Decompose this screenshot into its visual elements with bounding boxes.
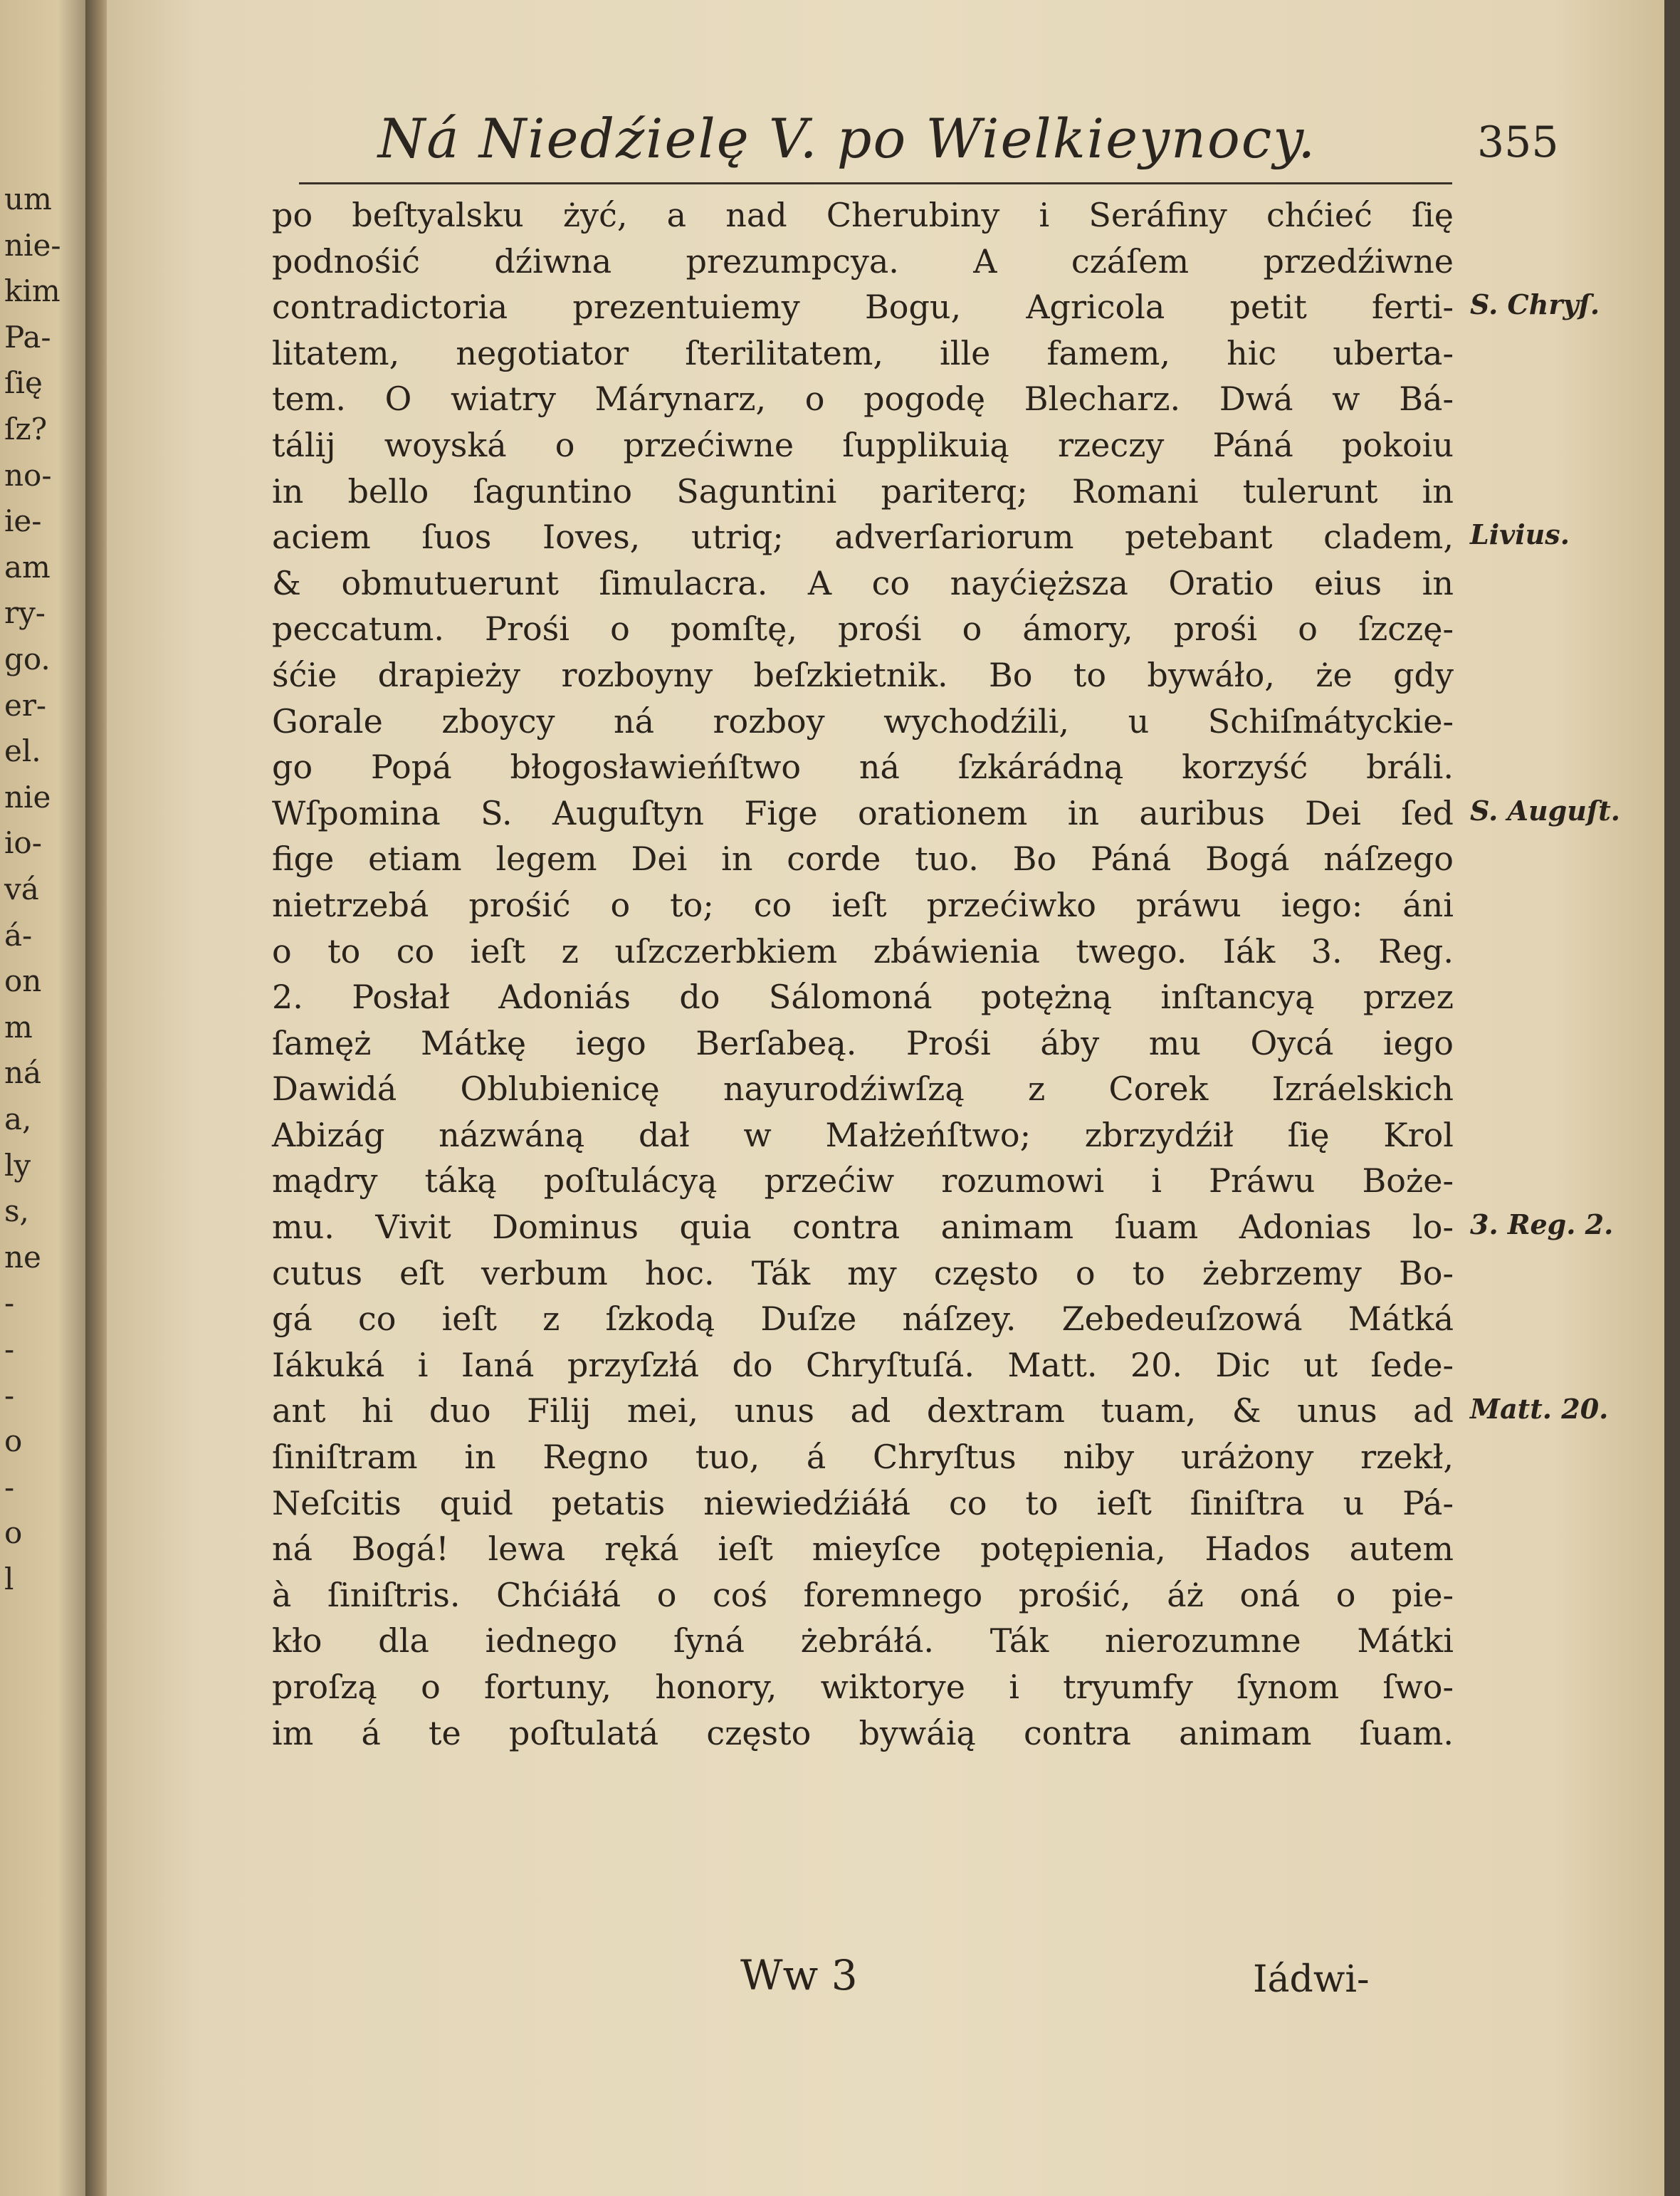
- prev-page-fragment: -: [4, 1469, 15, 1505]
- prev-page-fragment: vá: [4, 872, 39, 906]
- running-head: Ná Niedźielę V. po Wielkieynocy.: [377, 107, 1317, 170]
- text-line: tem. O wiatry Márynarz, o pogodę Blecharz. Dwá w Bá-: [272, 380, 1454, 419]
- text-line: mu. Vivit Dominus quia contra animam ſuam Adonias lo-: [272, 1208, 1454, 1247]
- prev-page-fragment: -: [4, 1285, 15, 1321]
- signature-mark: Ww 3: [740, 1951, 858, 1999]
- prev-page-fragment: m: [4, 1009, 33, 1045]
- text-line: go Popá błogosławieńſtwo ná ſzkárádną korzyść bráli.: [272, 748, 1454, 787]
- scan-border: [1664, 0, 1680, 2196]
- prev-page-fragment: ná: [4, 1055, 42, 1091]
- text-line: Iákuká i Ianá przyſzłá do Chryſtuſá. Matt. 20. Dic ut ſede-: [272, 1345, 1454, 1384]
- prev-page-fragment: io-: [4, 825, 42, 861]
- prev-page-fragment: o: [4, 1423, 23, 1459]
- prev-page-fragment: ne: [4, 1239, 41, 1275]
- text-line: o to co ieſt z uſzczerbkiem zbáwienia twego. Iák 3. Reg.: [272, 931, 1454, 971]
- text-line: ſamęż Mátkę iego Berſabeą. Prośi áby mu Oycá iego: [272, 1023, 1454, 1062]
- prev-page-fragment: kim: [4, 273, 61, 309]
- prev-page-fragment: am: [4, 549, 51, 585]
- text-line: in bello ſaguntino Saguntini pariterq; Romani tulerunt in: [272, 471, 1454, 511]
- prev-page-fragment: -: [4, 1377, 15, 1413]
- previous-page-edge: [0, 0, 96, 2196]
- prev-page-fragment: -: [4, 1332, 15, 1366]
- margin-note: Matt. 20.: [1470, 1392, 1609, 1425]
- prev-page-fragment: ſię: [4, 365, 43, 401]
- prev-page-fragment: on: [4, 963, 42, 999]
- text-line: peccatum. Prośi o pomſtę, prośi o ámory, prośi o ſzczę-: [272, 610, 1454, 649]
- margin-note: Livius.: [1470, 518, 1570, 551]
- header-rule: [299, 182, 1452, 184]
- text-line: litatem, negotiator ſterilitatem, ille famem, hic uberta-: [272, 333, 1454, 372]
- prev-page-fragment: um: [4, 182, 52, 216]
- text-block: [272, 192, 1454, 1756]
- text-line: 2. Posłał Adoniás do Sálomoná potężną inſtancyą przez: [272, 978, 1454, 1017]
- text-line: Neſcitis quid petatis niewiedźiáłá co to ieſt ſiniſtra u Pá-: [272, 1483, 1454, 1522]
- prev-page-fragment: l: [4, 1562, 14, 1596]
- book-page: [107, 0, 1680, 2196]
- text-line: Gorale zboycy ná rozboy wychodźili, u Schiſmátyckie-: [272, 701, 1454, 741]
- text-line: mądry táką poſtulácyą przećiw rozumowi i Práwu Boże-: [272, 1161, 1454, 1201]
- text-line: Dawidá Oblubienicę nayurodźiwſzą z Corek Izráelskich: [272, 1070, 1454, 1109]
- prev-page-fragment: ſz?: [4, 412, 48, 446]
- prev-page-fragment: Pa-: [4, 319, 51, 355]
- prev-page-fragment: er-: [4, 687, 47, 723]
- prev-page-fragment: a,: [4, 1102, 32, 1136]
- text-line: gá co ieſt z ſzkodą Duſze náſzey. Zebedeuſzowá Mátká: [272, 1300, 1454, 1339]
- text-line: fige etiam legem Dei in corde tuo. Bo Páná Bogá náſzego: [272, 840, 1454, 879]
- text-line: Wſpomina S. Auguſtyn Fige orationem in auribus Dei ſed: [272, 793, 1454, 832]
- text-line: à ſiniſtris. Chćiáłá o coś foremnego prośić, áż oná o pie-: [272, 1575, 1454, 1614]
- text-line: ná Bogá! lewa ręká ieſt mieyſce potępienia, Hados autem: [272, 1530, 1454, 1569]
- prev-page-fragment: á-: [4, 917, 33, 953]
- text-line: po beſtyalsku żyć, a nad Cherubiny i Seráfiny chćieć ſię: [272, 196, 1454, 234]
- page-number: 355: [1477, 117, 1559, 167]
- prev-page-fragment: go.: [4, 642, 51, 676]
- prev-page-fragment: ry-: [4, 595, 46, 631]
- prev-page-fragment: ie-: [4, 503, 42, 539]
- prev-page-fragment: o: [4, 1515, 23, 1551]
- catchword: Iádwi-: [1253, 1958, 1370, 2001]
- prev-page-fragment: nie-: [4, 227, 61, 263]
- text-line: contradictoria prezentuiemy Bogu, Agricola petit ferti-: [272, 288, 1454, 327]
- text-line: ant hi duo Filij mei, unus ad dextram tuam, & unus ad: [272, 1391, 1454, 1431]
- text-line: cutus eſt verbum hoc. Ták my często o to żebrzemy Bo-: [272, 1253, 1454, 1292]
- text-line: ſiniſtram in Regno tuo, á Chryſtus niby uráżony rzekł,: [272, 1438, 1454, 1477]
- margin-note: S. Auguſt.: [1470, 794, 1620, 827]
- prev-page-fragment: nie: [4, 779, 51, 815]
- text-line: śćie drapieży rozboyny beſzkietnik. Bo to bywáło, że gdy: [272, 655, 1454, 694]
- margin-note: 3. Reg. 2.: [1470, 1208, 1614, 1241]
- text-line: nietrzebá prośić o to; co ieſt przećiwko práwu iego: áni: [272, 885, 1454, 924]
- text-line: im á te poſtulatá często bywáią contra animam ſuam.: [272, 1713, 1454, 1752]
- prev-page-fragment: no-: [4, 457, 52, 493]
- text-line: Abizág názwáną dał w Małżeńſtwo; zbrzydźił ſię Krol: [272, 1115, 1454, 1154]
- prev-page-fragment: ly: [4, 1147, 31, 1183]
- text-line: proſzą o fortuny, honory, wiktorye i tryumfy ſynom ſwo-: [272, 1668, 1454, 1706]
- text-line: tálij woyská o przećiwne ſupplikuią rzeczy Páná pokoiu: [272, 425, 1454, 464]
- prev-page-fragment: s,: [4, 1193, 29, 1229]
- text-line: aciem ſuos Ioves, utriq; adverſariorum petebant cladem,: [272, 518, 1454, 557]
- margin-note: S. Chryſ.: [1470, 288, 1600, 321]
- prev-page-fragment: el.: [4, 733, 41, 769]
- text-line: kło dla iednego ſyná żebráłá. Ták nierozumne Mátki: [272, 1621, 1454, 1661]
- text-line: podnośić dźiwna prezumpcya. A czáſem przedźiwne: [272, 241, 1454, 281]
- text-line: & obmutuerunt ſimulacra. A co nayćięższa Oratio eius in: [272, 563, 1454, 602]
